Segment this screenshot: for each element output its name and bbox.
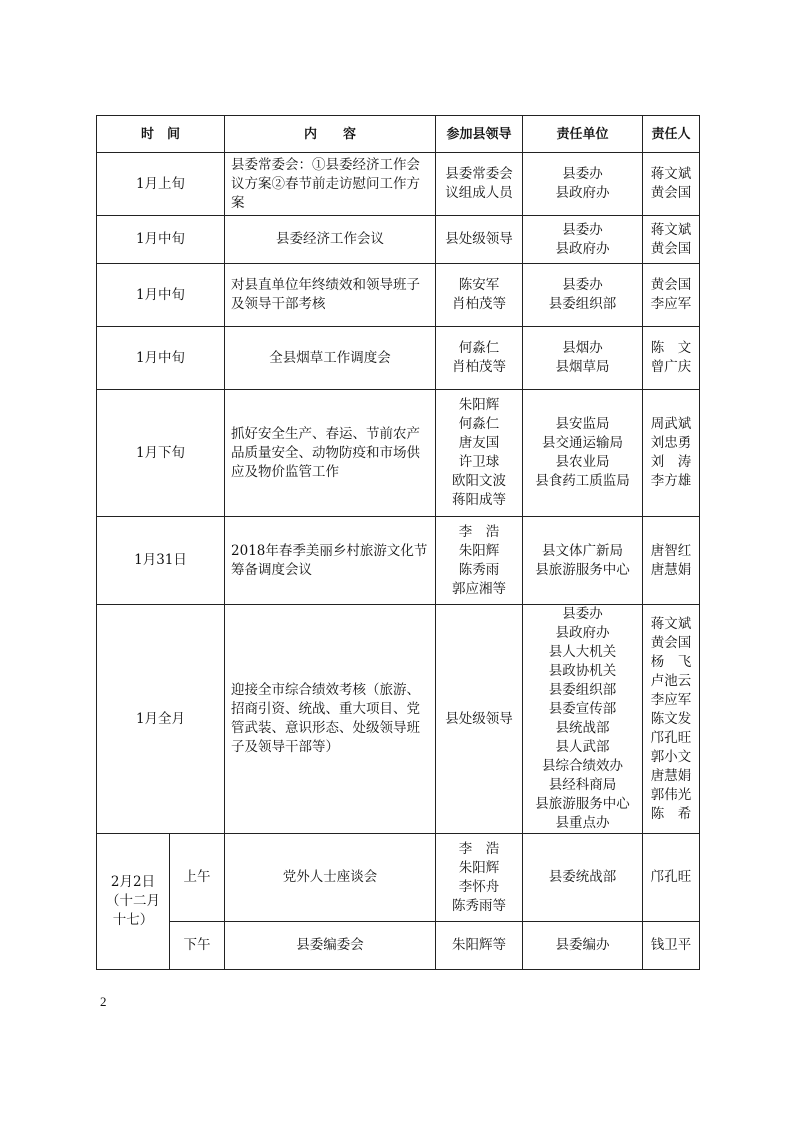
unit-cell: [523, 605, 643, 834]
cell-line: 李 浩: [458, 523, 500, 540]
time-cell: 1月31日: [97, 517, 225, 605]
header-time: 时 间: [97, 116, 225, 153]
cell-line: 郭小文: [650, 748, 692, 765]
table-row: [97, 834, 700, 922]
cell-line: 县委编办: [555, 937, 610, 953]
cell-line: 县委组织部: [548, 296, 617, 312]
leaders-cell: [436, 327, 523, 390]
cell-line: 朱阳辉: [458, 859, 500, 876]
cell-line: 县委常委会：①县委经济工作会: [231, 156, 421, 173]
cell-line: 陈 文: [650, 340, 692, 356]
cell-line: 唐智红: [650, 542, 692, 559]
content-cell: [225, 153, 436, 216]
cell-line: 邝孔旺: [650, 729, 692, 746]
time-cell: 1月中旬: [97, 264, 225, 327]
cell-line: 子及领导干部等）: [231, 739, 340, 755]
cell-line: 县委办: [562, 166, 603, 182]
content-cell: [225, 605, 436, 834]
cell-line: 陈秀雨: [458, 561, 500, 578]
cell-line: 朱阳辉: [458, 397, 500, 413]
cell-line: 陈文发: [650, 710, 692, 727]
cell-line: 县烟草局: [555, 359, 610, 375]
page-number: 2: [100, 994, 107, 1009]
person-cell: [643, 216, 700, 264]
cell-line: 蒋文斌: [650, 221, 692, 238]
cell-line: 县交通运输局: [542, 435, 624, 451]
cell-line: 议方案②春节前走访慰问工作方: [231, 175, 421, 192]
cell-line: 杨 飞: [650, 653, 692, 670]
unit-cell: [523, 216, 643, 264]
cell-line: 县委办: [562, 221, 603, 238]
cell-line: 朱阳辉等: [452, 937, 507, 953]
cell-line: 黄会国: [650, 634, 692, 651]
cell-line: 案: [231, 194, 245, 211]
person-cell: [643, 390, 700, 517]
cell-line: 县政府办: [555, 625, 610, 641]
cell-line: （十二月: [106, 893, 160, 909]
cell-line: 县农业局: [555, 454, 610, 470]
leaders-cell: [436, 922, 523, 970]
cell-line: 县统战部: [555, 720, 610, 736]
cell-line: 县委组织部: [548, 682, 617, 698]
cell-line: 筹备调度会议: [231, 561, 313, 578]
cell-line: 黄会国: [650, 185, 692, 201]
cell-line: 陈安军: [458, 277, 500, 293]
cell-line: 2018年春季美丽乡村旅游文化节: [231, 542, 428, 559]
person-cell: [643, 834, 700, 922]
cell-line: 李应军: [650, 296, 692, 312]
unit-cell: [523, 834, 643, 922]
cell-line: 钱卫平: [650, 937, 692, 953]
cell-line: 郭伟光: [650, 786, 692, 803]
cell-line: 县处级领导: [445, 710, 513, 727]
cell-line: 陈 希: [650, 805, 692, 822]
cell-line: 全县烟草工作调度会: [269, 349, 391, 366]
cell-line: 何淼仁: [458, 416, 500, 432]
cell-line: 刘 涛: [650, 454, 692, 470]
cell-line: 县委经济工作会议: [276, 231, 385, 247]
header-content: 内 容: [225, 116, 436, 153]
time-cell: 1月下旬: [97, 390, 225, 517]
cell-line: 品质量安全、动物防疫和市场供: [231, 444, 421, 461]
date-cell: [97, 834, 170, 970]
cell-line: 县经科商局: [548, 777, 617, 793]
cell-line: 欧阳文波: [452, 473, 507, 489]
cell-line: 刘忠勇: [650, 435, 692, 451]
cell-line: 许卫球: [458, 454, 500, 470]
unit-cell: [523, 153, 643, 216]
leaders-cell: [436, 605, 523, 834]
cell-line: 县人武部: [555, 739, 610, 755]
cell-line: 县委统战部: [548, 869, 617, 885]
person-cell: [643, 264, 700, 327]
cell-line: 李应军: [650, 691, 692, 708]
leaders-cell: [436, 264, 523, 327]
cell-line: 迎接全市综合绩效考核（旅游、: [231, 682, 421, 698]
cell-line: 蒋文斌: [650, 615, 692, 632]
cell-line: 2月2日: [110, 874, 156, 890]
cell-line: 县重点办: [555, 815, 610, 831]
cell-line: 县委办: [562, 606, 603, 622]
cell-line: 陈秀雨等: [452, 897, 507, 914]
unit-cell: [523, 517, 643, 605]
cell-line: 党外人士座谈会: [282, 869, 378, 885]
cell-line: 蒋阳成等: [452, 492, 507, 508]
cell-line: 县食药工质监局: [535, 473, 630, 489]
cell-line: 卢池云: [650, 672, 692, 689]
cell-line: 县旅游服务中心: [535, 796, 630, 812]
table-row: [97, 922, 700, 970]
cell-line: 黄会国: [650, 277, 692, 293]
cell-line: 管武装、意识形态、处级领导班: [231, 720, 421, 736]
table-row: [97, 517, 700, 605]
cell-line: 县安监局: [555, 416, 610, 432]
cell-line: 县政府办: [555, 185, 610, 201]
cell-line: 肖柏茂等: [452, 296, 507, 312]
content-cell: [225, 390, 436, 517]
cell-line: 招商引资、统战、重大项目、党: [231, 701, 421, 717]
cell-line: 十七）: [112, 912, 154, 928]
person-cell: [643, 517, 700, 605]
cell-line: 周武斌: [650, 416, 692, 432]
cell-line: 县文体广新局: [542, 542, 624, 559]
cell-line: 县政府办: [555, 240, 610, 257]
cell-line: 县烟办: [562, 340, 603, 356]
table-row: [97, 390, 700, 517]
unit-cell: [523, 922, 643, 970]
header-row: [97, 116, 700, 153]
cell-line: 蒋文斌: [650, 166, 692, 182]
leaders-cell: [436, 216, 523, 264]
cell-line: 唐慧娟: [650, 767, 692, 784]
cell-line: 县旅游服务中心: [535, 561, 630, 578]
leaders-cell: [436, 517, 523, 605]
cell-line: 县委宣传部: [548, 701, 617, 717]
unit-cell: [523, 264, 643, 327]
person-cell: [643, 153, 700, 216]
cell-line: 曾广庆: [650, 359, 692, 375]
cell-line: 邝孔旺: [650, 869, 692, 885]
cell-line: 抓好安全生产、春运、节前农产: [231, 425, 421, 442]
cell-line: 县委编委会: [296, 937, 364, 953]
content-cell: [225, 327, 436, 390]
unit-cell: [523, 390, 643, 517]
period-cell: 上午: [170, 834, 225, 922]
table-row: [97, 216, 700, 264]
cell-line: 李方雄: [650, 473, 692, 489]
content-cell: [225, 834, 436, 922]
cell-line: 唐慧娟: [650, 561, 692, 578]
cell-line: 郭应湘等: [452, 580, 507, 597]
header-leaders: 参加县领导: [436, 116, 523, 153]
leaders-cell: [436, 390, 523, 517]
schedule-table: [96, 115, 700, 970]
cell-line: 县委常委会: [445, 166, 513, 182]
cell-line: 何淼仁: [458, 340, 500, 356]
cell-line: 及领导干部考核: [231, 296, 326, 312]
person-cell: [643, 922, 700, 970]
content-cell: [225, 216, 436, 264]
content-cell: [225, 922, 436, 970]
cell-line: 县综合绩效办: [542, 758, 624, 774]
time-cell: 1月全月: [97, 605, 225, 834]
cell-line: 对县直单位年终绩效和领导班子: [231, 277, 421, 293]
table-row: [97, 264, 700, 327]
content-cell: [225, 517, 436, 605]
cell-line: 唐友国: [458, 435, 500, 451]
cell-line: 朱阳辉: [458, 542, 500, 559]
cell-line: 县委办: [562, 277, 603, 293]
header-unit: 责任单位: [523, 116, 643, 153]
content-cell: [225, 264, 436, 327]
leaders-cell: [436, 834, 523, 922]
person-cell: [643, 605, 700, 834]
cell-line: 黄会国: [650, 240, 692, 257]
cell-line: 肖柏茂等: [452, 359, 507, 375]
cell-line: 应及物价监管工作: [231, 463, 340, 480]
period-cell: 下午: [170, 922, 225, 970]
unit-cell: [523, 327, 643, 390]
leaders-cell: [436, 153, 523, 216]
cell-line: 李怀舟: [458, 878, 500, 895]
table-row: [97, 153, 700, 216]
cell-line: 县处级领导: [445, 231, 513, 247]
table-row: [97, 327, 700, 390]
cell-line: 李 浩: [458, 840, 500, 857]
time-cell: 1月中旬: [97, 216, 225, 264]
cell-line: 议组成人员: [445, 185, 513, 201]
person-cell: [643, 327, 700, 390]
time-cell: 1月中旬: [97, 327, 225, 390]
table-row: [97, 605, 700, 834]
time-cell: 1月上旬: [97, 153, 225, 216]
cell-line: 县政协机关: [548, 663, 617, 679]
cell-line: 县人大机关: [548, 644, 617, 660]
header-person: 责任人: [643, 116, 700, 153]
